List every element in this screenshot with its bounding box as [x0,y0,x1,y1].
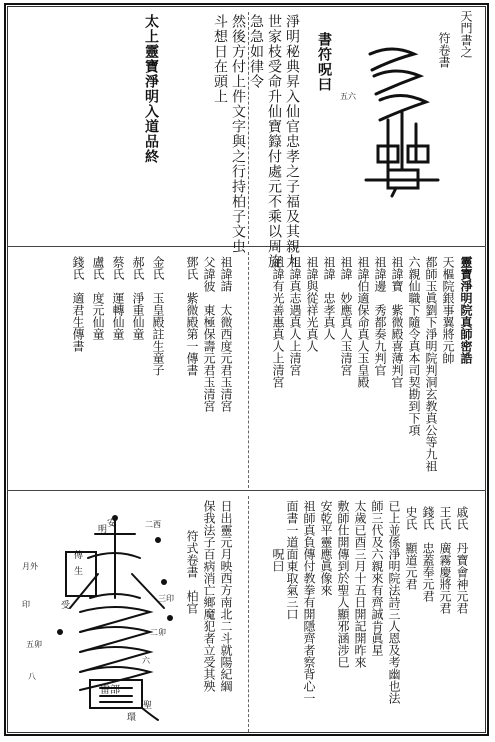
text-column: 太歲已酉三月十五日開記開昨來 [353,500,367,668]
text-column: 祖師真負傳付教拳有開隱齊者察背心一 [302,500,316,704]
section-divider-top [7,246,486,247]
text-column: 符式卷書 柏官 [185,530,199,614]
text-column: 保我法子百病消亡鄉魔犯者立受其殃 [202,500,216,692]
talisman-label: 生 [72,566,82,575]
section-label: 書符呪曰 [316,32,332,92]
text-column: 淨明秘典昇入仙官忠孝之子福及其親九 [284,14,300,269]
text-column: 敷師仕開傳到於聖人顯邪涵涉巳 [336,500,350,668]
talisman-tag: 五六 [340,92,356,101]
text-column: 呪曰 [271,548,285,572]
text-column: 祖諱真志遇真人上清宮 [288,256,302,376]
talisman-label: 安 [105,518,115,527]
text-column: 急急如律令 [248,14,264,89]
seal-text: 雷部 [100,685,120,696]
text-column: 天樞院銀事翼將元帥 [441,256,455,364]
volume-label: 符卷書 [437,32,451,68]
talisman-label: 受 [59,600,69,609]
text-column: 父諱彼 東極保壽元君玉清宮 [202,256,216,412]
text-column: 六親仙職下隨令真本司契勘到下項 [407,256,421,436]
section-divider-bottom [7,490,486,491]
talisman-tag: 月外 [22,562,38,571]
talisman-tag: 二卯 [150,628,166,637]
text-column: 祖諱寶 紫微殿喜薄判官 [390,256,404,388]
text-column: 錢氏 忠蓋奉元君 [421,506,435,602]
talisman-tag: 印 [22,600,30,609]
text-column: 師三代及六親來有齊誠肯眞星 [370,500,384,656]
text-column: 祖諱伯適保命真人玉皇殿 [356,256,370,388]
fold-line [248,252,249,488]
talisman-tag: 三印 [158,594,174,603]
fold-line [248,496,249,732]
text-column: 金氏 玉皇殿註生童子 [151,256,165,376]
talisman-figure [362,40,442,198]
text-column: 斗想日在頭上 [212,14,228,104]
talisman-label: 環 [125,712,135,721]
text-column: 日出靈元月映西方南北二斗就陽紀綱 [219,500,233,692]
text-column: 史氏 顯道元君 [404,506,418,590]
text-column: 都師玉眞劉下淨明院判洞玄教真公等九祖 [424,256,438,472]
text-column: 戚氏 丹寶會神元君 [455,506,469,614]
talisman-label: 聖 [141,700,151,709]
text-column: 祖諱邊 秀都奏九判官 [373,256,387,376]
text-column: 盧氏 度元仙童 [91,256,105,340]
text-column: 然後方付上件文字與之行持柏子文虫 [230,14,246,254]
text-column: 王氏 廣霧慶將元君 [438,506,452,614]
talisman-label: 傳 [72,550,82,559]
text-column: 安乾平靈應眞像來 [319,500,333,596]
section-header: 靈寶淨明院真師密誥 [459,256,473,364]
closing-title: 太上靈寶淨明入道品終 [143,14,159,164]
text-column: 祖諱 忠孝真人 [322,256,336,340]
text-column: 祖諱與從祥光真人 [305,256,319,352]
text-column: 蔡氏 運轉仙童 [111,256,125,340]
text-column: 郝氏 淨重仙童 [131,256,145,340]
text-column: 錢氏 適君生傳書 [71,256,85,352]
talisman-tag: 二西 [145,520,161,529]
talisman-tag: 八 [28,672,36,681]
book-title: 天門書之 [459,10,473,58]
text-column: 鄧氏 紫微殿第一傳書 [185,256,199,376]
text-column: 已上並係淨明院法詩三人恩及考幽也法 [387,500,401,704]
text-column: 祖諱有光善惠真人上清宮 [271,256,285,388]
text-column: 祖諱請 太微西度元君玉清宮 [219,256,233,412]
text-column: 面書一道面東取氣三口 [285,500,299,620]
talisman-tag: 六 [142,656,150,665]
text-column: 世家枝受命升仙寶籙付處元不乘以周旋 [266,14,282,269]
text-column: 祖諱 妙應真人玉清宮 [339,256,353,376]
talisman-label: 明 [96,524,106,533]
talisman-tag: 五卯 [26,640,42,649]
